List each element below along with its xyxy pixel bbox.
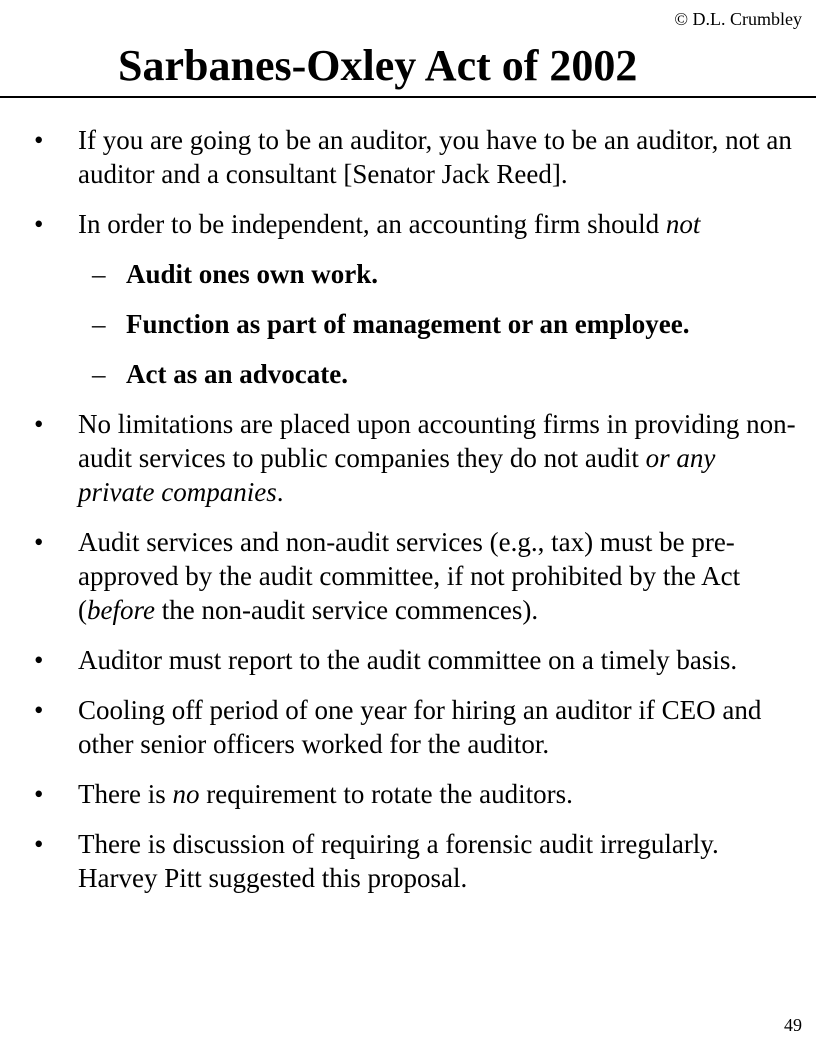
bullet-emphasis: before [87, 595, 155, 625]
sub-item-text: Function as part of management or an employee. [126, 309, 690, 339]
bullet-marker: • [34, 779, 44, 809]
page-number: 49 [784, 1015, 802, 1035]
bullet-item [0, 693, 816, 761]
dash-marker: – [92, 359, 106, 389]
bullet-item [0, 643, 816, 677]
sub-item [0, 307, 816, 341]
sub-item-text: Act as an advocate. [126, 359, 348, 389]
bullet-marker: • [34, 409, 44, 439]
title-divider [0, 96, 816, 98]
page-title: Sarbanes-Oxley Act of 2002 [118, 41, 638, 90]
bullet-item [0, 407, 816, 509]
bullet-text: Audit services and non-audit services (e.g., tax) must be pre-approved by the audit committee, if not prohibited by the Act ( [78, 527, 741, 625]
bullet-item [0, 207, 816, 241]
bullet-text: There is [78, 779, 173, 809]
bullet-emphasis: not [665, 209, 701, 239]
bullet-text: If you are going to be an auditor, you have to be an auditor, not an auditor and a consultant [Senator Jack Reed]. [78, 125, 792, 189]
bullet-text-end: requirement to rotate the auditors. [199, 779, 573, 809]
bullet-emphasis: no [172, 779, 200, 809]
bullet-text-end: . [276, 477, 284, 507]
bullet-marker: • [34, 125, 44, 155]
bullet-text: Auditor must report to the audit committee on a timely basis. [78, 645, 738, 675]
bullet-text-end: the non-audit service commences). [154, 595, 539, 625]
bullet-text: No limitations are placed upon accounting firms in providing non-audit services to public companies they do not audit [78, 409, 796, 473]
bullet-marker: • [34, 645, 44, 675]
dash-marker: – [92, 309, 106, 339]
bullet-text: There is discussion of requiring a forensic audit irregularly. Harvey Pitt suggested this proposal. [78, 829, 719, 893]
bullet-marker: • [34, 527, 44, 557]
bullet-item [0, 123, 816, 191]
bullet-marker: • [34, 695, 44, 725]
sub-item [0, 357, 816, 391]
bullet-marker: • [34, 209, 44, 239]
bullet-text: Cooling off period of one year for hiring an auditor if CEO and other senior officers worked for the auditor. [78, 695, 762, 759]
bullet-list [0, 123, 816, 911]
sub-item [0, 257, 816, 291]
bullet-item [0, 777, 816, 811]
copyright-notice: © D.L. Crumbley [674, 9, 802, 29]
sub-item-text: Audit ones own work. [126, 259, 379, 289]
bullet-item [0, 525, 816, 627]
bullet-emphasis: or any private companies [78, 443, 716, 507]
bullet-text: In order to be independent, an accounting firm should [78, 209, 666, 239]
bullet-marker: • [34, 829, 44, 859]
dash-marker: – [92, 259, 106, 289]
bullet-item [0, 827, 816, 895]
